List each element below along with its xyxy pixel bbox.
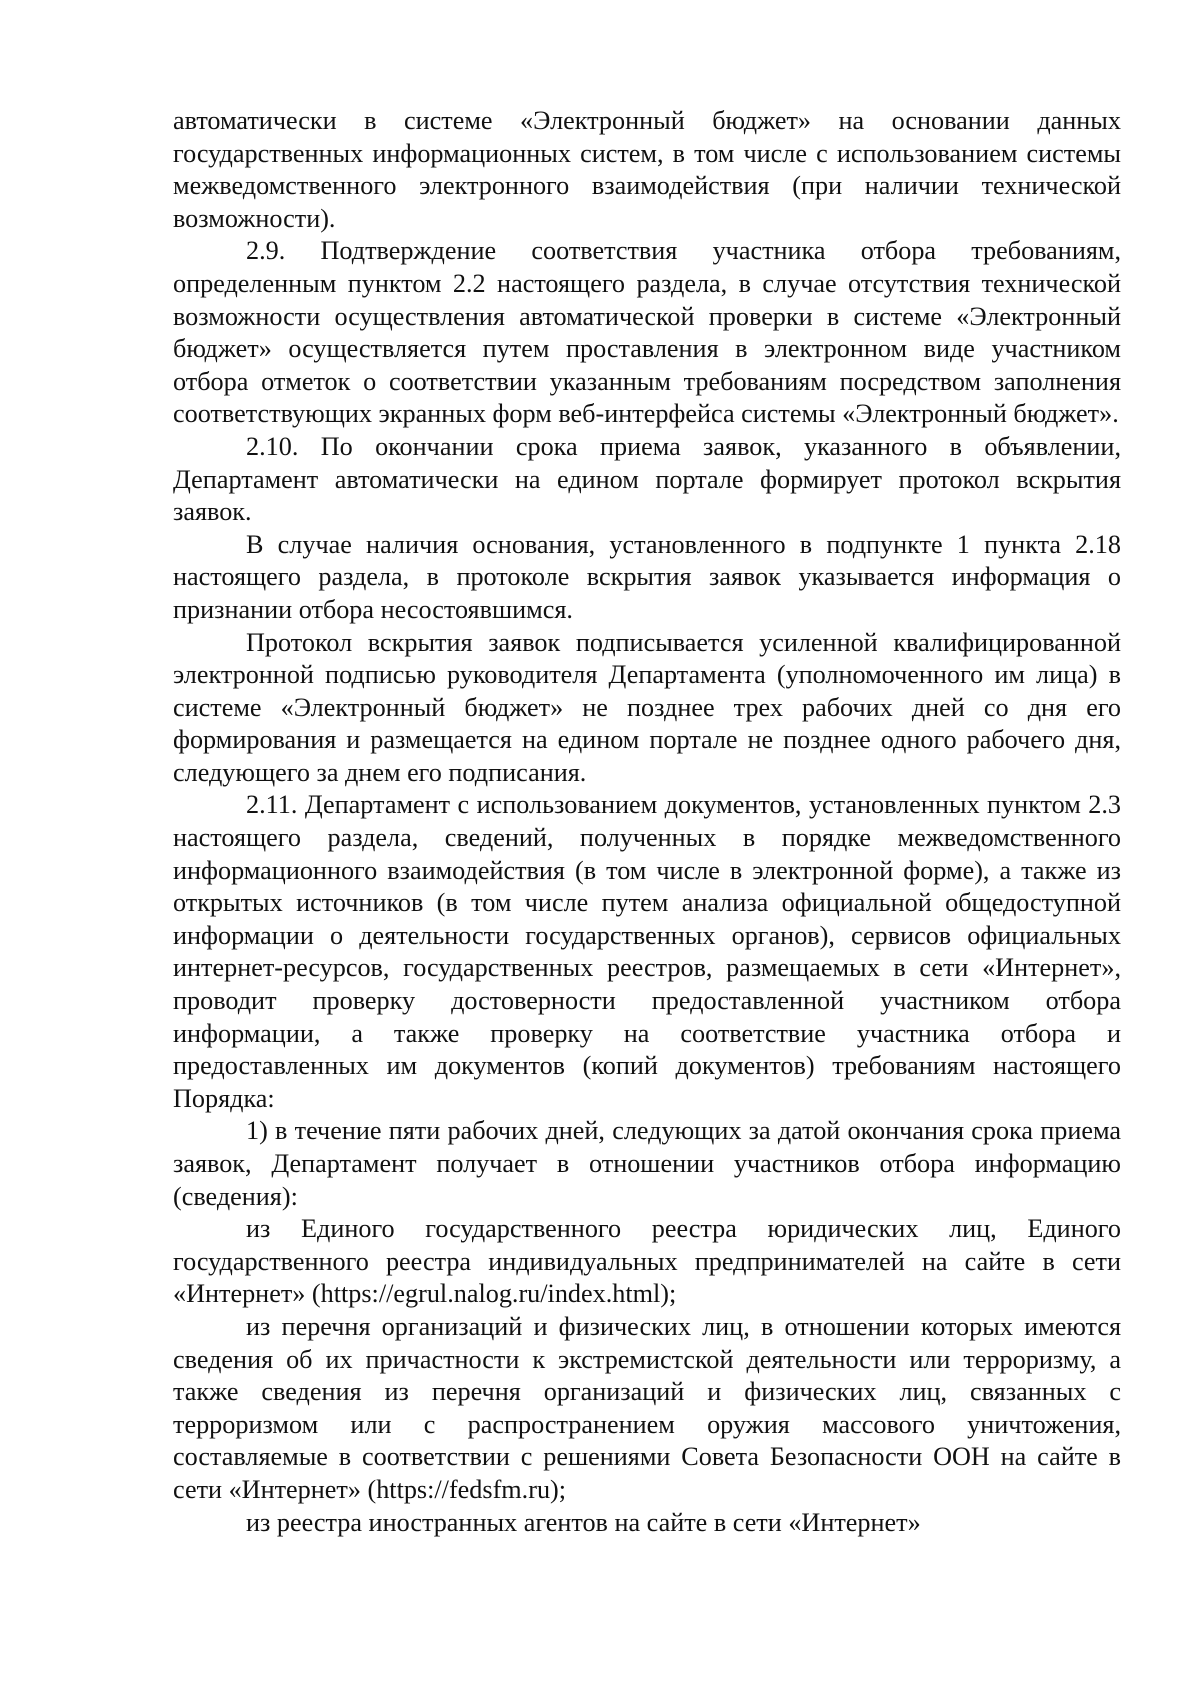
- paragraph-2-10: 2.10. По окончании срока приема заявок, указанного в объявлении, Департамент автоматически на едином портале формирует протокол вскрытия заявок.: [173, 431, 1121, 527]
- paragraph-continuation: автоматически в системе «Электронный бюджет» на основании данных государственных информационных систем, в том числе с использованием системы межведомственного электронного взаимодействия (при наличии технической возможности).: [173, 106, 1121, 233]
- paragraph-2-11: 2.11. Департамент с использованием документов, установленных пунктом 2.3 настоящего раздела, сведений, полученных в порядке межведомственного информационного взаимодействия (в том числе в электронной форме), а также из открытых источников (в том числе путем анализа официальной общедоступной информации о деятельности государственных органов), сервисов официальных интернет-ресурсов, государственных реестров, размещаемых в сети «Интернет», проводит проверку достоверности предоставленной участником отбора информации, а также проверку на соответствие участника отбора и предоставленных им документов (копий документов) требованиям настоящего Порядка:: [173, 790, 1121, 1113]
- paragraph-egrul: из Единого государственного реестра юридических лиц, Единого государственного реестра индивидуальных предпринимателей на сайте в сети «Интернет» (https://egrul.nalog.ru/index.html);: [173, 1214, 1121, 1309]
- paragraph-2-9: 2.9. Подтверждение соответствия участника отбора требованиям, определенным пунктом 2.2 настоящего раздела, в случае отсутствия технической возможности осуществления автоматической проверки в системе «Электронный бюджет» осуществляется путем проставления в электронном виде участником отбора отметок о соответствии указанным требованиям посредством заполнения соответствующих экранных форм веб-интерфейса системы «Электронный бюджет».: [173, 236, 1121, 429]
- paragraph-subitem-1: 1) в течение пяти рабочих дней, следующих за датой окончания срока приема заявок, Департамент получает в отношении участников отбора информацию (сведения):: [173, 1116, 1121, 1211]
- paragraph-opening-failure: В случае наличия основания, установленного в подпункте 1 пункта 2.18 настоящего раздела, в протоколе вскрытия заявок указывается информация о признании отбора несостоявшимся.: [173, 529, 1121, 624]
- paragraph-protocol-signing: Протокол вскрытия заявок подписывается усиленной квалифицированной электронной подписью руководителя Департамента (уполномоченного им лица) в системе «Электронный бюджет» не позднее трех рабочих дней со дня его формирования и размещается на едином портале не позднее одного рабочего дня, следующего за днем его подписания.: [173, 627, 1121, 787]
- paragraph-foreign-agents: из реестра иностранных агентов на сайте в сети «Интернет»: [246, 1507, 921, 1537]
- paragraph-fedsfm: из перечня организаций и физических лиц, в отношении которых имеются сведения об их причастности к экстремистской деятельности или терроризму, а также сведения из перечня организаций и физических лиц, связанных с терроризмом или с распространением оружия массового уничтожения, составляемые в соответствии с решениями Совета Безопасности ООН на сайте в сети «Интернет» (https://fedsfm.ru);: [173, 1311, 1121, 1504]
- document-page: [173, 105, 1121, 1539]
